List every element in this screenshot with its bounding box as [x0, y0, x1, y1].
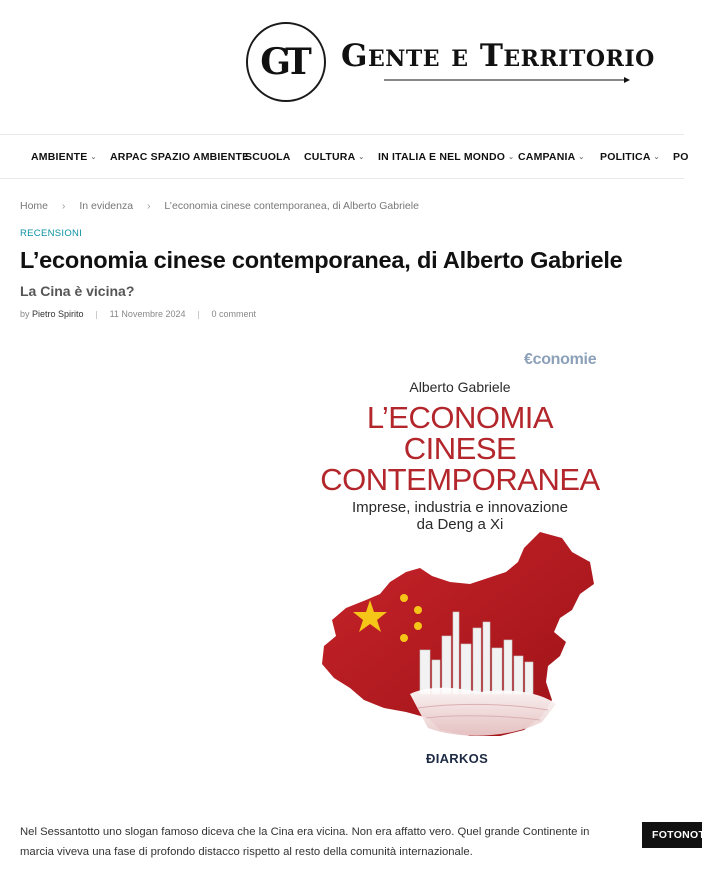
- nav-item-politica[interactable]: [600, 151, 660, 163]
- nav-item-italia-mondo[interactable]: [378, 151, 514, 163]
- clouds: [410, 688, 556, 736]
- nav-item-cultura[interactable]: [304, 151, 364, 163]
- cover-author: Alberto Gabriele: [409, 379, 511, 395]
- cover-subtitle-line: da Deng a Xi: [416, 516, 504, 533]
- post-meta: [20, 309, 256, 319]
- flag-star-small: [400, 634, 408, 642]
- nav-label: IN ITALIA E NEL MONDO: [378, 151, 506, 163]
- nav-label: SCUOLA: [245, 151, 291, 163]
- cover-series: €conomie: [524, 351, 597, 368]
- nav-item-ambiente[interactable]: [31, 151, 97, 163]
- nav-label: PO: [673, 151, 689, 163]
- nav-label: CULTURA: [304, 151, 356, 163]
- china-map-illustration: [310, 532, 610, 752]
- breadcrumb-separator: ›: [62, 201, 66, 212]
- cover-subtitle-line: Imprese, industria e innovazione: [352, 499, 568, 516]
- author-link[interactable]: Pietro Spirito: [32, 309, 84, 319]
- meta-divider: [198, 311, 199, 319]
- chevron-down-icon: ⌄: [508, 154, 515, 161]
- chevron-down-icon: ⌄: [653, 154, 660, 161]
- nav-item-more[interactable]: [673, 151, 689, 163]
- chevron-down-icon: ⌄: [90, 154, 97, 161]
- logo-monogram: GT: [260, 41, 306, 83]
- cover-title-line: CINESE: [403, 431, 517, 466]
- article-paragraph: Nel Sessantotto uno slogan famoso diceva che la Cina era vicina. Non era affatto vero. Quel grande Continente in marcia viveva una fase di profondo distacco rispetto al resto della comunità internazionale.: [20, 826, 590, 858]
- book-cover-image[interactable]: [310, 342, 610, 782]
- category-link[interactable]: RECENSIONI: [20, 228, 83, 239]
- chevron-down-icon: ⌄: [578, 154, 585, 161]
- nav-item-arpac[interactable]: [110, 151, 249, 163]
- logo-ornament-icon: [384, 77, 630, 83]
- chevron-down-icon: ⌄: [358, 154, 365, 161]
- page-title: L’economia cinese contemporanea, di Alberto Gabriele: [20, 247, 623, 273]
- main-nav: [0, 134, 689, 179]
- nav-label: CAMPANIA: [518, 151, 576, 163]
- meta-divider: [96, 311, 97, 319]
- breadcrumb-current: L’economia cinese contemporanea, di Alberto Gabriele: [164, 200, 419, 212]
- meta-by-label: by: [20, 309, 30, 319]
- nav-label: AMBIENTE: [31, 151, 88, 163]
- post-date: 11 Novembre 2024: [109, 309, 186, 319]
- breadcrumb-separator: ›: [147, 201, 151, 212]
- cover-title-line: CONTEMPORANEA: [320, 462, 600, 497]
- site-header: [0, 0, 684, 134]
- comment-count-link[interactable]: 0 comment: [211, 309, 257, 319]
- sidebar-widget-title: FOTONOTIZIE: [642, 822, 702, 848]
- site-logo[interactable]: [246, 22, 326, 102]
- nav-label: POLITICA: [600, 151, 651, 163]
- cover-publisher: ÐIARKOS: [426, 751, 489, 766]
- site-title[interactable]: Gente e Territorio: [341, 38, 655, 74]
- breadcrumb: [20, 200, 419, 212]
- nav-item-campania[interactable]: [518, 151, 584, 163]
- nav-item-scuola[interactable]: [245, 151, 291, 163]
- breadcrumb-in-evidenza[interactable]: In evidenza: [79, 200, 134, 212]
- post-subtitle: La Cina è vicina?: [20, 283, 135, 299]
- cover-title-line: L’ECONOMIA: [366, 400, 554, 435]
- flag-star-small: [414, 606, 422, 614]
- nav-label: ARPAC SPAZIO AMBIENTE: [110, 151, 250, 163]
- flag-star-small: [400, 594, 408, 602]
- breadcrumb-home[interactable]: Home: [20, 200, 49, 212]
- flag-star-small: [414, 622, 422, 630]
